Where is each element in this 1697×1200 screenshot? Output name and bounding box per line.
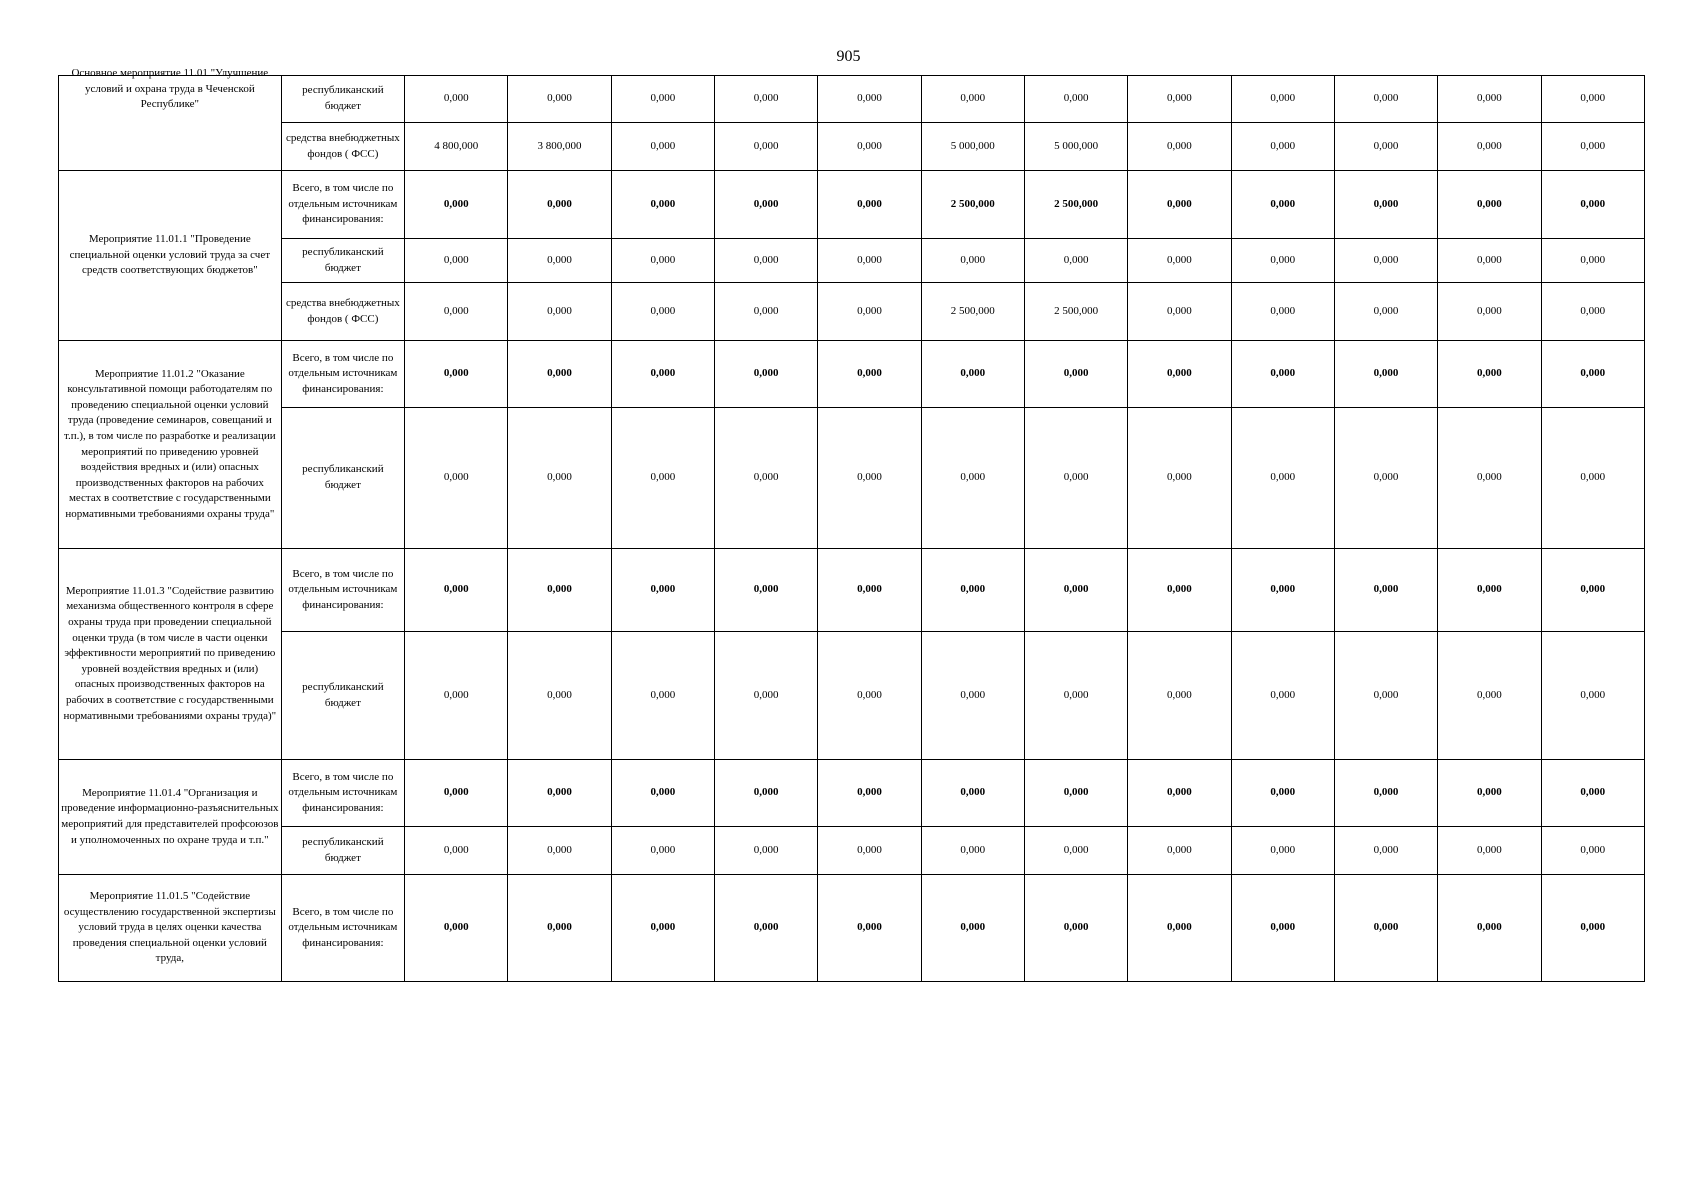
- amount-cell: 0,000: [405, 341, 508, 408]
- table-row: [59, 283, 1645, 341]
- amount-cell: 4 800,000: [405, 123, 508, 171]
- amount-cell: 0,000: [715, 123, 818, 171]
- amount-cell: 2 500,000: [1024, 283, 1127, 341]
- amount-cell: 0,000: [1024, 76, 1127, 123]
- amount-cell: 0,000: [611, 632, 714, 760]
- financing-table-body: [59, 67, 1645, 982]
- amount-cell: 0,000: [1334, 632, 1437, 760]
- amount-cell: 0,000: [715, 341, 818, 408]
- amount-cell: 0,000: [1334, 171, 1437, 239]
- amount-cell: 0,000: [508, 76, 611, 123]
- amount-cell: 0,000: [1334, 408, 1437, 549]
- funding-source: Всего, в том числе по отдельным источникам финансирования:: [281, 341, 404, 408]
- amount-cell: 0,000: [405, 827, 508, 875]
- financing-table: [58, 67, 1645, 982]
- amount-cell: 0,000: [1231, 760, 1334, 827]
- amount-cell: 0,000: [1541, 239, 1645, 283]
- amount-cell: 0,000: [1438, 875, 1541, 982]
- amount-cell: 0,000: [818, 76, 921, 123]
- amount-cell: 0,000: [611, 549, 714, 632]
- amount-cell: 0,000: [715, 239, 818, 283]
- amount-cell: 0,000: [1334, 760, 1437, 827]
- table-row: [59, 76, 1645, 123]
- amount-cell: 0,000: [715, 549, 818, 632]
- amount-cell: 0,000: [818, 283, 921, 341]
- amount-cell: 0,000: [715, 76, 818, 123]
- amount-cell: 0,000: [1128, 760, 1231, 827]
- amount-cell: 0,000: [1541, 875, 1645, 982]
- amount-cell: 0,000: [405, 632, 508, 760]
- table-row: [59, 632, 1645, 760]
- amount-cell: 0,000: [1024, 341, 1127, 408]
- amount-cell: 0,000: [611, 76, 714, 123]
- amount-cell: 0,000: [508, 827, 611, 875]
- amount-cell: 0,000: [921, 632, 1024, 760]
- amount-cell: 0,000: [1024, 632, 1127, 760]
- amount-cell: 0,000: [611, 341, 714, 408]
- amount-cell: 0,000: [405, 875, 508, 982]
- amount-cell: 0,000: [405, 171, 508, 239]
- amount-cell: 0,000: [1128, 171, 1231, 239]
- measure-description-text: Мероприятие 11.01.2 "Оказание консультативной помощи работодателям по проведению специальной оценки условий труда (проведение семинаров, совещаний и т.п.), в том числе по разработке и реализации мероприятий по приведению уровней воздействия вредных и (или) опасных производственных факторов на рабочих местах в соответствие с государственными нормативными требованиями охраны труда": [64, 367, 276, 520]
- amount-cell: 0,000: [611, 408, 714, 549]
- amount-cell: 0,000: [1541, 549, 1645, 632]
- amount-cell: 0,000: [1128, 123, 1231, 171]
- amount-cell: 0,000: [715, 827, 818, 875]
- amount-cell: 0,000: [611, 827, 714, 875]
- amount-cell: 0,000: [1334, 549, 1437, 632]
- amount-cell: 2 500,000: [921, 171, 1024, 239]
- amount-cell: 0,000: [611, 760, 714, 827]
- measure-description: [59, 549, 282, 760]
- amount-cell: 5 000,000: [921, 123, 1024, 171]
- amount-cell: 0,000: [508, 408, 611, 549]
- amount-cell: 0,000: [818, 760, 921, 827]
- amount-cell: 0,000: [715, 632, 818, 760]
- amount-cell: 0,000: [1128, 239, 1231, 283]
- amount-cell: 0,000: [1541, 760, 1645, 827]
- amount-cell: 0,000: [1231, 341, 1334, 408]
- measure-description: [59, 171, 282, 341]
- measure-description-text: Мероприятие 11.01.4 "Организация и проведение информационно-разъяснительных мероприятий для представителей профсоюзов и уполномоченных по охране труда и т.п.": [61, 786, 279, 846]
- table-row: [59, 239, 1645, 283]
- amount-cell: 0,000: [921, 408, 1024, 549]
- amount-cell: 0,000: [1231, 239, 1334, 283]
- amount-cell: 0,000: [1541, 171, 1645, 239]
- measure-description-text: Мероприятие 11.01.1 "Проведение специальной оценки условий труда за счет средств соответствующих бюджетов": [69, 233, 271, 277]
- amount-cell: 0,000: [921, 76, 1024, 123]
- financing-table-container: [58, 67, 1645, 982]
- amount-cell: 0,000: [1541, 827, 1645, 875]
- amount-cell: 0,000: [1024, 827, 1127, 875]
- amount-cell: 0,000: [1438, 408, 1541, 549]
- measure-description-text: Мероприятие 11.01.3 "Содействие развитию механизма общественного контроля в сфере охраны труда при проведении специальной оценки труда (в том числе в части оценки эффективности мероприятий по приведению уровней воздействия вредных и (или) опасных производственных факторов на рабочих в соответствие с государственными нормативными требованиями охраны труда)": [63, 584, 277, 722]
- table-row: [59, 341, 1645, 408]
- measure-description: [59, 341, 282, 549]
- amount-cell: 5 000,000: [1024, 123, 1127, 171]
- amount-cell: 0,000: [1541, 408, 1645, 549]
- amount-cell: 0,000: [1024, 239, 1127, 283]
- amount-cell: 0,000: [1334, 123, 1437, 171]
- table-row: [59, 123, 1645, 171]
- page-number: 905: [836, 48, 861, 65]
- amount-cell: 0,000: [1128, 341, 1231, 408]
- amount-cell: 0,000: [1438, 760, 1541, 827]
- measure-description: [59, 760, 282, 875]
- table-row: [59, 408, 1645, 549]
- amount-cell: 2 500,000: [921, 283, 1024, 341]
- amount-cell: 0,000: [508, 283, 611, 341]
- amount-cell: 0,000: [1231, 827, 1334, 875]
- amount-cell: 0,000: [1128, 76, 1231, 123]
- amount-cell: 0,000: [818, 123, 921, 171]
- amount-cell: 0,000: [1541, 341, 1645, 408]
- amount-cell: 0,000: [1541, 76, 1645, 123]
- amount-cell: 0,000: [1438, 239, 1541, 283]
- amount-cell: 0,000: [715, 408, 818, 549]
- amount-cell: 0,000: [1128, 549, 1231, 632]
- funding-source: Всего, в том числе по отдельным источникам финансирования:: [281, 875, 404, 982]
- amount-cell: 0,000: [921, 875, 1024, 982]
- amount-cell: 0,000: [508, 171, 611, 239]
- funding-source: республиканский бюджет: [281, 239, 404, 283]
- amount-cell: 0,000: [921, 341, 1024, 408]
- amount-cell: 0,000: [715, 283, 818, 341]
- funding-source: Всего, в том числе по отдельным источникам финансирования:: [281, 171, 404, 239]
- amount-cell: 0,000: [1334, 283, 1437, 341]
- amount-cell: 0,000: [1334, 76, 1437, 123]
- amount-cell: 0,000: [405, 549, 508, 632]
- amount-cell: 0,000: [1024, 875, 1127, 982]
- amount-cell: 0,000: [818, 341, 921, 408]
- amount-cell: 0,000: [1231, 632, 1334, 760]
- amount-cell: 0,000: [1334, 239, 1437, 283]
- amount-cell: 0,000: [1024, 549, 1127, 632]
- measure-description-text: Мероприятие 11.01.5 "Содействие осуществлению государственной экспертизы условий труда в целях оценки качества проведения специальной оценки условий труда,: [63, 890, 276, 965]
- measure-description: [59, 875, 282, 982]
- amount-cell: 0,000: [405, 408, 508, 549]
- amount-cell: 0,000: [1438, 123, 1541, 171]
- amount-cell: 0,000: [818, 827, 921, 875]
- amount-cell: 0,000: [508, 760, 611, 827]
- amount-cell: 0,000: [1231, 123, 1334, 171]
- amount-cell: 0,000: [921, 827, 1024, 875]
- amount-cell: 0,000: [1128, 283, 1231, 341]
- amount-cell: 0,000: [1438, 171, 1541, 239]
- amount-cell: 0,000: [611, 283, 714, 341]
- measure-description: [59, 67, 282, 171]
- amount-cell: 0,000: [818, 549, 921, 632]
- funding-source: Всего, в том числе по отдельным источникам финансирования:: [281, 549, 404, 632]
- amount-cell: 0,000: [1438, 632, 1541, 760]
- amount-cell: 0,000: [611, 875, 714, 982]
- amount-cell: 0,000: [1231, 875, 1334, 982]
- table-row: [59, 171, 1645, 239]
- table-row: [59, 827, 1645, 875]
- funding-source: средства внебюджетных фондов ( ФСС): [281, 283, 404, 341]
- amount-cell: 0,000: [921, 239, 1024, 283]
- amount-cell: 0,000: [405, 239, 508, 283]
- amount-cell: 0,000: [1438, 76, 1541, 123]
- amount-cell: 0,000: [1334, 875, 1437, 982]
- funding-source: средства внебюджетных фондов ( ФСС): [281, 123, 404, 171]
- measure-description-text: Основное мероприятие 11.01 "Улучшение условий и охрана труда в Чеченской Республике": [71, 67, 269, 111]
- amount-cell: 0,000: [818, 875, 921, 982]
- funding-source: республиканский бюджет: [281, 408, 404, 549]
- amount-cell: 0,000: [715, 171, 818, 239]
- amount-cell: 0,000: [921, 549, 1024, 632]
- table-row: [59, 760, 1645, 827]
- amount-cell: 0,000: [818, 239, 921, 283]
- amount-cell: 0,000: [1541, 123, 1645, 171]
- funding-source: Всего, в том числе по отдельным источникам финансирования:: [281, 760, 404, 827]
- amount-cell: 0,000: [1231, 549, 1334, 632]
- amount-cell: 0,000: [715, 875, 818, 982]
- amount-cell: 0,000: [405, 283, 508, 341]
- amount-cell: 0,000: [1334, 341, 1437, 408]
- amount-cell: 3 800,000: [508, 123, 611, 171]
- amount-cell: 0,000: [1231, 76, 1334, 123]
- amount-cell: 0,000: [1438, 549, 1541, 632]
- amount-cell: 0,000: [818, 408, 921, 549]
- amount-cell: 0,000: [508, 875, 611, 982]
- funding-source: республиканский бюджет: [281, 632, 404, 760]
- amount-cell: 0,000: [1128, 827, 1231, 875]
- amount-cell: 0,000: [1128, 875, 1231, 982]
- amount-cell: 0,000: [508, 632, 611, 760]
- amount-cell: 0,000: [405, 760, 508, 827]
- amount-cell: 0,000: [1231, 171, 1334, 239]
- amount-cell: 0,000: [1541, 632, 1645, 760]
- funding-source: республиканский бюджет: [281, 76, 404, 123]
- amount-cell: 0,000: [1438, 827, 1541, 875]
- amount-cell: 0,000: [611, 123, 714, 171]
- amount-cell: 0,000: [1334, 827, 1437, 875]
- amount-cell: 0,000: [921, 760, 1024, 827]
- amount-cell: 0,000: [1024, 760, 1127, 827]
- amount-cell: 0,000: [611, 239, 714, 283]
- amount-cell: 0,000: [818, 632, 921, 760]
- amount-cell: 0,000: [1438, 341, 1541, 408]
- funding-source: республиканский бюджет: [281, 827, 404, 875]
- amount-cell: 0,000: [508, 341, 611, 408]
- amount-cell: 0,000: [1128, 632, 1231, 760]
- amount-cell: 2 500,000: [1024, 171, 1127, 239]
- amount-cell: 0,000: [405, 76, 508, 123]
- amount-cell: 0,000: [1231, 408, 1334, 549]
- amount-cell: 0,000: [818, 171, 921, 239]
- amount-cell: 0,000: [611, 171, 714, 239]
- amount-cell: 0,000: [715, 760, 818, 827]
- amount-cell: 0,000: [508, 549, 611, 632]
- amount-cell: 0,000: [1024, 408, 1127, 549]
- amount-cell: 0,000: [1438, 283, 1541, 341]
- amount-cell: 0,000: [1541, 283, 1645, 341]
- amount-cell: 0,000: [508, 239, 611, 283]
- table-row: [59, 549, 1645, 632]
- table-row: [59, 875, 1645, 982]
- amount-cell: 0,000: [1231, 283, 1334, 341]
- amount-cell: 0,000: [1128, 408, 1231, 549]
